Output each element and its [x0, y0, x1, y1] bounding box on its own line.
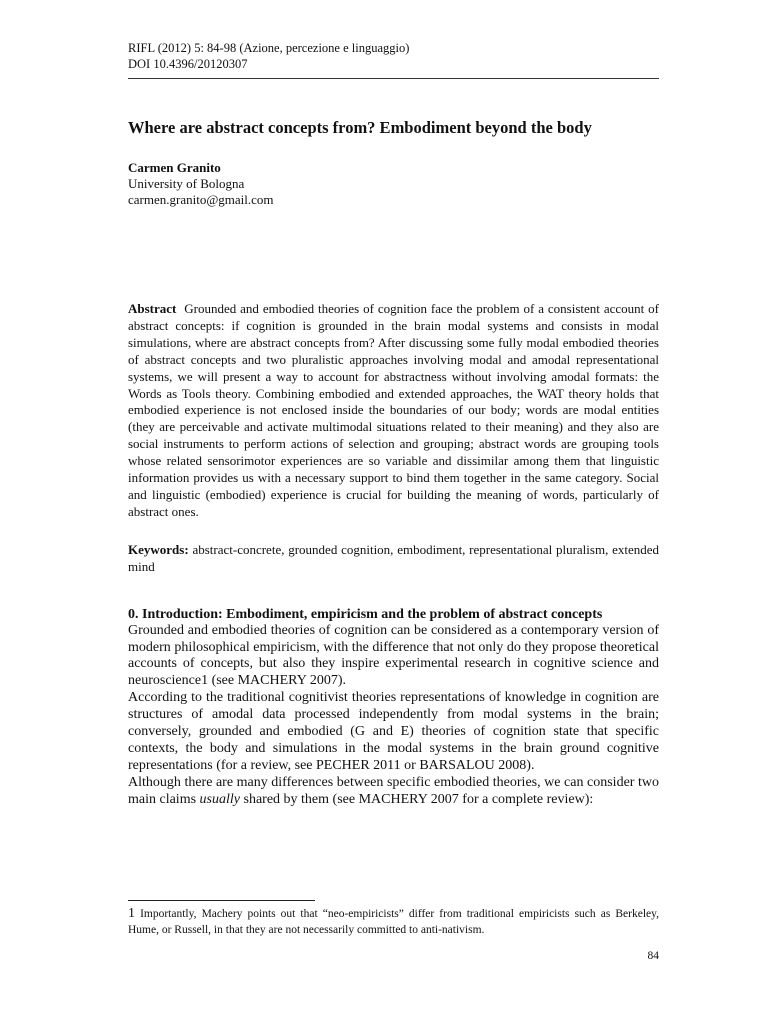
journal-citation: RIFL (2012) 5: 84-98 (Azione, percezione e linguaggio): [128, 41, 410, 55]
footnote-rule: [128, 900, 315, 901]
running-header: [128, 40, 659, 72]
keywords: [128, 542, 659, 576]
section-body: [128, 623, 659, 809]
paragraph-3: [128, 775, 659, 809]
abstract-label: Abstract: [128, 301, 177, 316]
keywords-label: Keywords:: [128, 541, 189, 557]
emphasis-usually: usually: [199, 791, 240, 807]
paper-title: Where are abstract concepts from? Embodiment beyond the body: [128, 118, 592, 137]
page-content: [128, 40, 659, 809]
footnote-text: Importantly, Machery points out that “neo-empiricists” differ from traditional empiricists such as Berkeley, Hume, or Russell, in that they are not necessarily committed to anti-nativism.: [128, 908, 660, 936]
section-heading: 0. Introduction: Embodiment, empiricism and the problem of abstract concepts: [128, 606, 603, 622]
keywords-text: abstract-concrete, grounded cognition, embodiment, representational pluralism, extended mind: [128, 541, 659, 574]
paragraph-3-text-a: Although there are many differences between specific embodied theories, we can consider two main claims: [128, 774, 659, 807]
header-rule: [128, 78, 659, 79]
footnote: [128, 906, 659, 938]
author-affiliation: University of Bologna: [128, 176, 245, 191]
abstract-text: Grounded and embodied theories of cognition face the problem of a consistent account of abstract concepts: if cognition is grounded in the brain modal systems and consists in modal simulations, where are abstract concepts from? After discussing some fully modal embodied theories of abstract concepts and two pluralistic approaches involving modal and amodal representational systems, we will present a way to account for abstractness without involving amodal formats: the Words as Tools theory. Combining embodied and extended approaches, the WAT theory holds that embodied experience is not enclosed inside the boundaries of our body; words are modal entities (they are perceivable and activate multimodal situations related to their meaning) and they also are social instruments to perform actions of selection and grouping; abstract words are grouping tools whose related sensorimotor experiences are so variable and dissimilar among them that linguistic information provides us with a necessary support to bind them together in the same category. Social and linguistic (embodied) experience is crucial for building the meaning of words, particularly of abstract ones.: [128, 301, 660, 519]
page-number: 84: [647, 950, 659, 962]
paragraph-2: According to the traditional cognitivist theories representations of knowledge in cognition are structures of amodal data processed independently from modal systems in the brain; conversely, grounded and embodied (G and E) theories of cognition state that specific contexts, the body and simulations in the modal systems in the brain ground cognitive representations (for a review, see PECHER 2011 or BARSALOU 2008).: [128, 690, 659, 773]
paragraph-3-text-b: shared by them (see MACHERY 2007 for a complete review):: [243, 791, 594, 807]
author-name: Carmen Granito: [128, 160, 221, 175]
author-email[interactable]: carmen.granito@gmail.com: [128, 192, 274, 207]
footnote-number: 1: [128, 906, 135, 921]
doi: DOI 10.4396/20120307: [128, 57, 248, 71]
paragraph-1: Grounded and embodied theories of cognition can be considered as a contemporary version of modern philosophical empiricism, with the difference that not only do they propose theoretical accounts of concepts, but also they inspire experimental research in cognitive science and neuroscience1 (see MACHERY 2007).: [128, 622, 659, 689]
abstract: [128, 301, 659, 521]
